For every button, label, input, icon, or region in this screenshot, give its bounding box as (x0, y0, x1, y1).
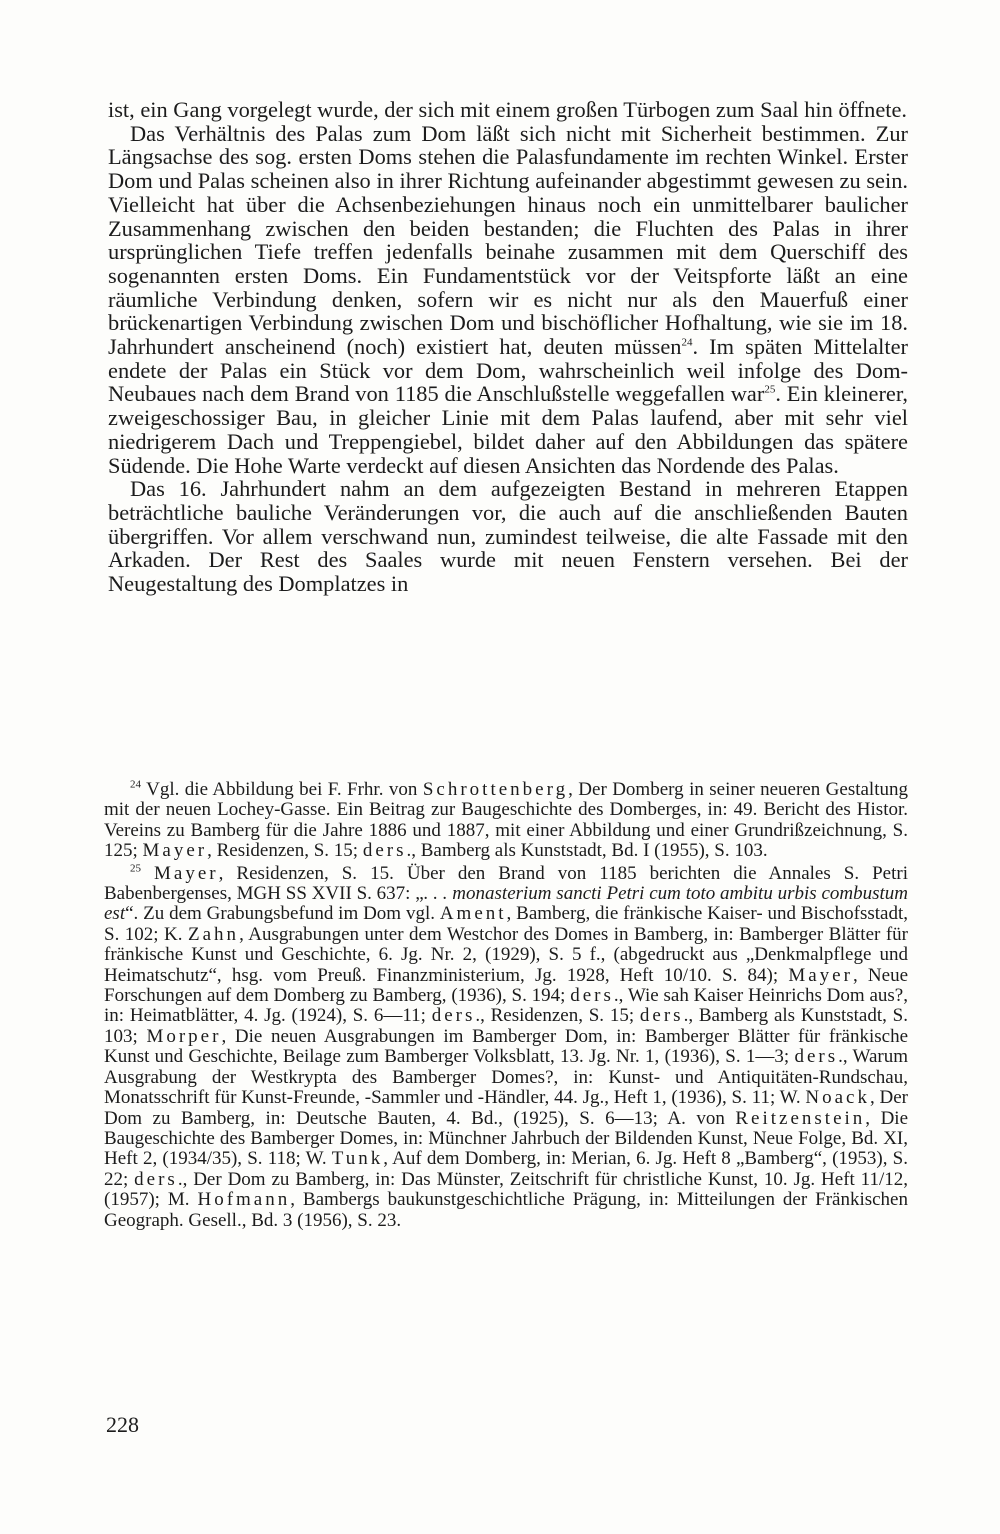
author-name: Tunk (331, 1148, 384, 1170)
footnote-24 (104, 780, 908, 862)
footnote-text: , Residenzen, S. 15. Über den Brand von 1185 berichten die Annales S. Petri Babenbergenses, MGH SS XVII S. 637: „ (104, 862, 908, 905)
footnotes (104, 780, 908, 1231)
page-number: 228 (106, 1412, 139, 1437)
footnote-text: , Die neuen Ausgrabungen im Bamberger Dom, in: Bamberger Blätter für fränkische Kunst und Geschichte, Beilage zum Bamberger Volksblatt, 13. Jg. Nr. 1, (1936), S. 1—3; (104, 1025, 908, 1068)
author-name: ders (134, 1168, 178, 1190)
footnote-text: ., Warum Ausgrabung der Westkrypta des Bamberger Domes?, in: Kunst- und Antiquitäten-Rundschau, Monatsschrift für Kunst-Freunde, -Sammler und -Händler, 44. Jg., Heft 1, (1936), S. 11; W. (104, 1046, 908, 1109)
paragraph-2-text-end: . Ein kleinerer, zweigeschossiger Bau, in gleicher Linie mit dem Palas laufend, aber mit sehr viel niedrigerem Dach und Treppengiebel, bildet daher auf den Abbildungen das spätere Südende. Die Hohe Warte verdeckt auf diesen Ansichten das Nordende des Palas. (108, 381, 908, 478)
paragraph-2-text: Das Verhältnis des Palas zum Dom läßt sich nicht mit Sicherheit bestimmen. Zur Längsachse des sog. ersten Doms stehen die Palasfundamente im rechten Winkel. Erster Dom und Palas scheinen also in ihrer Richtung aufeinander abgestimmt gewesen zu sein. Vielleicht hat über die Achsenbeziehungen hinaus noch ein unmittelbarer baulicher Zusammenhang zwischen den beiden bestanden; die Fluchten des Palas in ihrer ursprünglichen Tiefe treffen jedenfalls beinahe zusammen mit dem Querschiff des sogenannten ersten Doms. Ein Fundamentstück vor der Veitspforte läßt an eine räumliche Verbindung denken, sofern wir es nicht nur als den Mauerfuß einer brückenartigen Verbindung zwischen Dom und bischöflicher Hofhaltung, wie sie im 18. Jahrhundert anscheinend (noch) existiert hat, deuten müssen (108, 120, 908, 360)
footnote-text: “. Zu dem Grabungsbefund im Dom vgl. (125, 903, 440, 925)
footnote-number: 24 (130, 778, 141, 791)
footnote-ref-25: 25 (764, 383, 776, 396)
author-name: Noack (805, 1087, 870, 1109)
footnote-text: ., Der Dom zu Bamberg, in: Das Münster, Zeitschrift für christliche Kunst, 10. Jg. Heft 11/12, (1957); M. (104, 1168, 909, 1211)
paragraph-2-text-cont: . Im späten Mittelalter endete der Palas ein Stück vor dem Dom, wahrscheinlich weil infolge des Dom-Neubaues nach dem Brand von 1185 die Anschlußstelle weggefallen war (108, 334, 908, 407)
author-name: Hofmann (197, 1189, 291, 1211)
footnote-text: ., Wie sah Kaiser Heinrichs Dom aus?, in: Heimatblätter, 4. Jg. (1924), S. 6—11; (104, 985, 908, 1027)
author-name: ders (794, 1046, 839, 1068)
footnote-text: , Auf dem Domberg, in: Merian, 6. Jg. Heft 8 „Bamberg“, (1953), S. 22; (104, 1148, 908, 1190)
author-name: Ament (439, 903, 507, 925)
footnote-25 (104, 864, 908, 1231)
footnote-number: 25 (130, 862, 141, 875)
latin-quote: . . . monasterium sancti Petri cum toto ambitu urbis combustum est (104, 883, 909, 925)
footnote-text: , Die Baugeschichte des Bamberger Domes, in: Münchner Jahrbuch der Bildenden Kunst, Neue Folge, Bd. XI, Heft 2, (1934/35), S. 118; W. (104, 1107, 908, 1170)
footnote-text: ., Bamberg als Kunststadt, Bd. I (1955), S. 103. (406, 840, 768, 862)
footnote-text: , Der Domberg in seiner neueren Gestaltung mit der neuen Lochey-Gasse. Ein Beitrag zur Baugeschichte des Domberges, in: 49. Bericht des Histor. Vereins zu Bamberg für die Jahre 1886 und 1887, mit einer Abbildung und einer Grundrißzeichnung, S. 125; (104, 779, 908, 862)
footnote-ref-24: 24 (681, 336, 693, 349)
author-name: ders (362, 840, 407, 862)
author-name: Mayer (788, 964, 853, 986)
author-name: Reitzenstein (735, 1107, 866, 1129)
main-text (108, 98, 908, 596)
author-name: Schrottenberg (422, 779, 569, 800)
author-name: ders (431, 1005, 476, 1027)
author-name: Mayer (142, 840, 208, 862)
author-name: Zahn (188, 923, 240, 945)
author-name: ders (570, 985, 614, 1007)
paragraph-3: Das 16. Jahrhundert nahm an dem aufgezeigten Bestand in mehreren Etappen beträchtliche bauliche Veränderungen vor, die auch auf die anschließenden Bauten übergriffen. Vor allem verschwand nun, zumindest teilweise, die alte Fassade mit den Arkaden. Der Rest des Saales wurde mit neuen Fenstern versehen. Bei der Neugestaltung des Domplatzes in (108, 476, 908, 597)
author-name: Morper (146, 1025, 222, 1047)
paragraph-1: ist, ein Gang vorgelegt wurde, der sich mit einem großen Türbogen zum Saal hin öffnete. (108, 97, 908, 122)
footnote-text: , Der Dom zu Bamberg, in: Deutsche Bauten, 4. Bd., (1925), S. 6—13; A. von (104, 1087, 909, 1129)
footnote-text: , Ausgrabungen unter dem Westchor des Domes in Bamberg, in: Bamberger Blätter für fränkische Kunst und Geschichte, 6. Jg. Nr. 2, (1929), S. 5 f., (abgedruckt aus „Denkmalpflege und Heimatschutz“, hsg. vom Preuß. Finanzministerium, Jg. 1928, Heft 10/10. S. 84); (104, 923, 908, 986)
footnote-text: , Bamberg, die fränkische Kaiser- und Bischofsstadt, S. 102; K. (104, 903, 908, 945)
footnote-text: , Residenzen, S. 15; (207, 840, 363, 862)
footnote-text: , Bambergs baukunstgeschichtliche Prägung, in: Mitteilungen der Fränkischen Geograph. Gesell., Bd. 3 (1956), S. 23. (104, 1189, 908, 1231)
footnote-text: Vgl. die Abbildung bei F. Frhr. von (146, 779, 423, 800)
author-name: ders (639, 1005, 684, 1027)
paragraph-2 (108, 122, 908, 478)
footnote-text: ., Bamberg als Kunststadt, S. 103; (104, 1005, 908, 1047)
footnote-text: ., Residenzen, S. 15; (475, 1005, 640, 1027)
author-name: Mayer (154, 862, 219, 884)
footnote-text: , Neue Forschungen auf dem Domberg zu Bamberg, (1936), S. 194; (104, 964, 909, 1007)
